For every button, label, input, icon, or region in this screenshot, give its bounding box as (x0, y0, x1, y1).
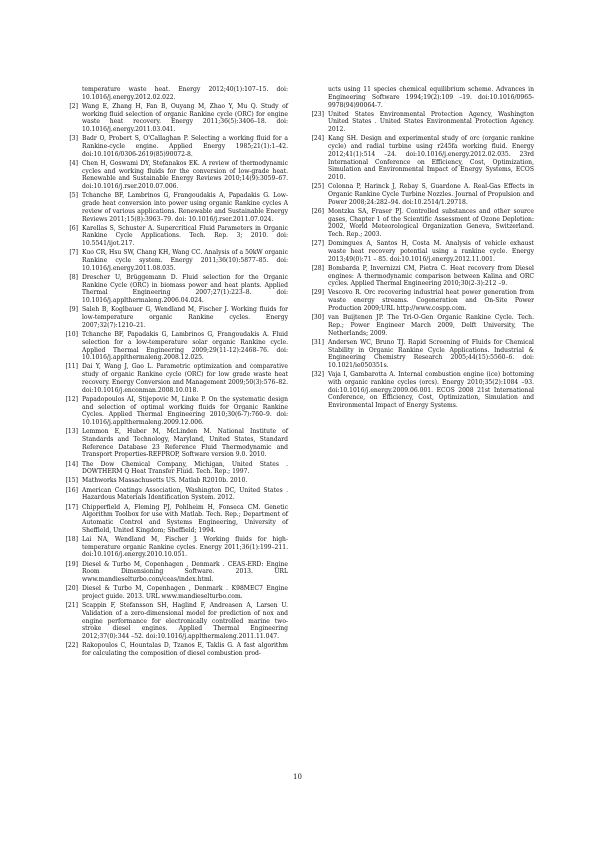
reference-entry (60, 192, 288, 223)
reference-entry (60, 160, 288, 191)
reference-text: Wang E, Zhang H, Fan B, Ouyang M, Zhao Y, Mu Q. Study of working fluid selection of organic Rankine cycle (ORC) for engine waste heat recovery. Energy 2011;36(5):3406–18. doi: 10.1016/j.energy.2011.03.041. (82, 102, 288, 134)
reference-entry (60, 331, 288, 362)
reference-number: [30] (311, 314, 324, 322)
reference-number: [23] (311, 110, 324, 118)
reference-entry (60, 306, 288, 329)
references-right-column (306, 86, 534, 411)
reference-number: [8] (69, 273, 78, 281)
reference-entry (60, 225, 288, 248)
reference-entry (60, 477, 288, 485)
reference-number: [2] (69, 102, 78, 110)
reference-entry (60, 274, 288, 305)
reference-text: ucts using 11 species chemical equilibrium scheme. Advances in Engineering Software 1994;19(2):109 –19. doi:10.1016/0965-9978(94)90064-7. (328, 86, 534, 109)
reference-number: [25] (311, 183, 324, 191)
reference-text: Colonna P, Harinck J, Rebay S, Guardone A. Real-Gas Effects in Organic Rankine Cycle Turbine Nozzles. Journal of Propulsion and Power 2008;24:282–94. doi:10.2514/1.29718. (328, 183, 534, 206)
reference-number: [13] (65, 428, 78, 436)
reference-number: [12] (65, 395, 78, 403)
reference-number: [11] (65, 363, 78, 371)
reference-entry (306, 111, 534, 134)
reference-entry (306, 208, 534, 239)
reference-number: [14] (65, 460, 78, 468)
reference-text: Lemmon E, Huber M, McLinden M. National Institute of Standards and Technology, Maryland, United States, Standard Reference Database 23 Reference Fluid Thermodynamic and Transport Properties-REFPROP, Software version 9.0. 2010. (82, 428, 288, 459)
page-number: 10 (293, 773, 302, 781)
reference-entry (306, 339, 534, 370)
reference-entry (306, 86, 534, 109)
reference-text: Kuo CR, Hsu SW, Chang KH, Wang CC. Analysis of a 50kW organic Rankine cycle system. Energy 2011;36(10):5877–85. doi: 10.1016/j.energy.2011.08.035. (82, 249, 288, 272)
reference-number: [17] (65, 503, 78, 511)
reference-text: Scappin F, Stefansson SH, Haglind F, Andreasen A, Larsen U. Validation of a zero-dimensional model for prediction of nox and engine performance for electronically controlled marine two-stroke diesel engines. Applied Thermal Engineering 2012;37(0):344 –52. doi:10.1016/j.applthermaleng.2011.11.047. (82, 602, 288, 641)
reference-entry (306, 135, 534, 182)
reference-number: [32] (311, 371, 324, 379)
reference-text: Dai Y, Wang J, Gao L. Parametric optimization and comparative study of organic Rankine cycle (ORC) for low grade waste heat recovery. Energy Conversion and Management 2009;50(3):576–82. doi:10.1016/j.enconman.2008.10.018. (82, 363, 288, 394)
reference-entry (60, 561, 288, 584)
reference-number: [9] (69, 306, 78, 314)
reference-text: Diesel & Turbo M, Copenhagen , Denmark . K98MEC7 Engine project guide. 2013. URL www.mandieselturbo.com. (82, 585, 288, 600)
reference-number: [18] (65, 535, 78, 543)
reference-number: [15] (65, 477, 78, 485)
reference-entry (306, 240, 534, 263)
reference-entry (60, 396, 288, 427)
reference-text: Andersen WC, Bruno TJ. Rapid Screening of Fluids for Chemical Stability in Organic Rankine Cycle Applications. Industrial & Engineering Chemistry Research 2005;44(15):5560–6. doi: 10.1021/ie050351s. (328, 338, 534, 370)
reference-number: [20] (65, 585, 78, 593)
reference-text: Domingues A, Santos H, Costa M. Analysis of vehicle exhaust waste heat recovery potential using a rankine cycle. Energy 2013;49(0):71 – 85. doi:10.1016/j.energy.2012.11.001. (328, 240, 534, 263)
references-left-column (60, 86, 288, 659)
reference-number: [5] (69, 192, 78, 200)
reference-number: [16] (65, 486, 78, 494)
reference-text: Mathworks Massachusetts US. Matlab R2010b. 2010. (82, 477, 248, 485)
reference-number: [3] (69, 135, 78, 143)
reference-text: Vescovo R. Orc recovering industrial heat power generation from waste energy streams. Cogeneration and On-Site Power Production 2009;URL http://www.cospp.com. (328, 289, 534, 312)
reference-entry (60, 135, 288, 158)
reference-text: The Dow Chemical Company, Michigan, United States . DOWTHERM Q Heat Transfer Fluid. Tech. Rep.; 1997. (82, 460, 288, 476)
reference-number: [22] (65, 642, 78, 650)
reference-text: Kang SH. Design and experimental study of orc (organic rankine cycle) and radial turbine using r245fa working fluid. Energy 2012;41(1):514 –24. doi:10.1016/j.energy.2012.02.035. 23rd International Conference on Efficiency, Cost, Optimization, Simulation and Environmental Impact of Energy Systems, ECOS 2010. (328, 135, 534, 182)
reference-number: [24] (311, 135, 324, 143)
reference-text: Bombarda P, Invernizzi CM, Pietra C. Heat recovery from Diesel engines: A thermodynamic comparison between Kalina and ORC cycles. Applied Thermal Engineering 2010;30(2-3):212 –9. (328, 264, 534, 288)
reference-number: [26] (311, 207, 324, 215)
reference-text: Drescher U, Brüggemann D. Fluid selection for the Organic Rankine Cycle (ORC) in biomass power and heat plants. Applied Thermal Engineering 2007;27(1):223–8. doi: 10.1016/j.applthermaleng.2006.04.024. (82, 273, 288, 305)
reference-text: Vaja I, Gambarotta A. Internal combustion engine (ice) bottoming with organic rankine cycles (orcs). Energy 2010;35(2):1084 –93. doi:10.1016/j.energy.2009.06.001. ECOS 2008 21st International Conference, on Efficiency, Cost, Optimization, Simulation and Environmental Impact of Energy Systems. (328, 371, 534, 410)
reference-entry (60, 428, 288, 459)
reference-entry (306, 314, 534, 337)
reference-entry (60, 602, 288, 641)
reference-text: Rakopoulos C, Hountalas D, Tzanos E, Taklis G. A fast algorithm for calculating the composition of diesel combustion prod- (82, 642, 288, 657)
reference-entry (60, 363, 288, 394)
reference-text: Badr O, Probert S, O'Callaghan P. Selecting a working fluid for a Rankine-cycle engine. Applied Energy 1985;21(1):1–42. doi:10.1016/0306-2619(85)90072-8. (82, 135, 288, 158)
reference-number: [29] (311, 289, 324, 297)
reference-number: [7] (69, 249, 78, 257)
reference-entry (306, 183, 534, 206)
reference-entry (306, 265, 534, 288)
reference-text: Diesel & Turbo M, Copenhagen , Denmark . CEAS-ERD: Engine Room Dimensioning Software. 2013. URL www.mandieselturbo.com/ceas/index.html. (82, 560, 288, 584)
reference-entry (60, 536, 288, 559)
reference-text: Saleh B, Koglbauer G, Wendland M, Fischer J. Working fluids for low-temperature organic Rankine cycles. Energy 2007;32(7):1210–21. (82, 306, 288, 329)
reference-entry (60, 103, 288, 134)
reference-number: [19] (65, 560, 78, 568)
reference-number: [4] (69, 159, 78, 167)
reference-text: Montzka SA, Fraser PJ. Controlled substances and other source gases, Chapter 1 of the Scientific Assessment of Ozone Depletion: 2002, World Meteorological Organization Geneva, Switzerland. Tech. Rep.; 2003. (328, 207, 534, 239)
reference-text: Lai NA, Wendland M, Fischer J. Working fluids for high-temperature organic Rankine cycles. Energy 2011;36(1):199–211. doi:10.1016/j.energy.2010.10.051. (82, 535, 288, 559)
reference-entry (60, 504, 288, 535)
reference-number: [27] (311, 240, 324, 248)
reference-text: Tchanche BF, Lambrinos G, Frangoudakis A, Papadakis G. Low-grade heat conversion into power using organic Rankine cycles A review of various applications. Renewable and Sustainable Energy Reviews 2011;15(8):3963–79. doi: 10.1016/j.rser.2011.07.024. (82, 192, 288, 223)
reference-number: [6] (69, 224, 78, 232)
reference-text: Chipperfield A, Fleming PJ, Pohlheim H, Fonseca CM. Genetic Algorithm Toolbox for use with Matlab. Tech. Rep.; Department of Automatic Control and Systems Engineering, University of Sheffield, United Kingdom; Sheffield; 1994. (82, 503, 288, 534)
reference-entry (60, 249, 288, 272)
reference-text: van Buijtenen JP. The Tri-O-Gen Organic Rankine Cycle. Tech. Rep.; Power Engineer March 2009, Delft University, The Netherlands; 2009. (328, 314, 534, 337)
reference-text: Chen H, Goswami DY, Stefanakos EK. A review of thermodynamic cycles and working fluids for the conversion of low-grade heat. Renewable and Sustainable Energy Reviews 2010;14(9):3059–67. doi:10.1016/j.rser.2010.07.006. (82, 159, 288, 191)
reference-entry (306, 289, 534, 312)
reference-number: [10] (65, 331, 78, 339)
reference-number: [31] (311, 338, 324, 346)
reference-entry (306, 371, 534, 410)
reference-entry (60, 585, 288, 601)
reference-text: United States Environmental Protection Agency, Washington United States . United States Environmental Protection Agency. 2012. (328, 110, 534, 134)
reference-text: American Coatings Association, Washington DC, United States . Hazardous Materials Identification System. 2012. (82, 486, 288, 502)
reference-entry (60, 642, 288, 658)
reference-text: temperature waste heat. Energy 2012;40(1):107–15. doi: 10.1016/j.energy.2012.02.022. (82, 86, 288, 101)
reference-number: [21] (65, 602, 78, 610)
reference-entry (60, 461, 288, 477)
reference-number: [28] (311, 264, 324, 272)
reference-text: Papadopoulos AI, Stijepovic M, Linke P. On the systematic design and selection of optimal working fluids for Organic Rankine Cycles. Applied Thermal Engineering 2010;30(6-7):760–9. doi: 10.1016/j.applthermaleng.2009.12.006. (82, 395, 288, 427)
reference-entry (60, 487, 288, 503)
reference-entry (60, 86, 288, 102)
reference-text: Tchanche BF, Papadakis G, Lambrinos G, Frangoudakis A. Fluid selection for a low-temperature solar organic Rankine cycle. Applied Thermal Engineering 2009;29(11-12):2468–76. doi: 10.1016/j.applthermaleng.2008.12.025. (82, 331, 288, 362)
reference-text: Karellas S, Schuster A. Supercritical Fluid Parameters in Organic Rankine Cycle Applications. Tech. Rep. 3; 2010. doi: 10.5541/ijot.217. (82, 224, 288, 248)
